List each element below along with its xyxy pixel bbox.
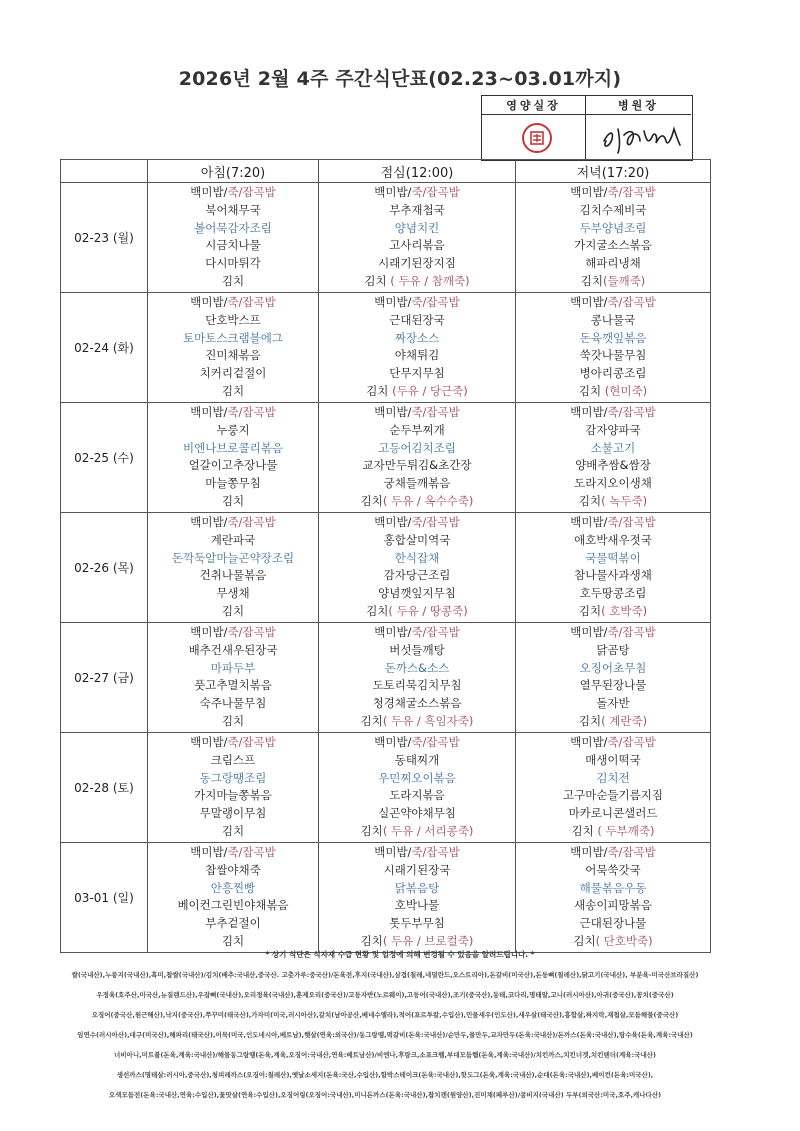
menu-item [319,550,515,568]
menu-item-text: 김치 [364,273,391,288]
origin-info [60,965,710,1105]
menu-item-text: 백미밥/ [190,295,228,309]
approval-label-nutritionist: 영양실장 [482,96,586,115]
menu-item: 무생채 [216,586,250,601]
breakfast-cell [148,513,319,623]
menu-item-highlight: 죽/잡곡밥 [411,185,460,199]
date-header [61,160,148,183]
menu-item-text: 김치 [580,273,603,288]
menu-item [148,440,318,458]
menu-item-highlight: ( 두유 / 참깨죽) [390,273,470,288]
menu-item [319,713,515,731]
menu-item-text: 김치 [360,713,383,728]
menu-item [148,550,318,568]
menu-item [516,770,710,788]
menu-item: 계란파국 [210,532,256,547]
menu-item-highlight: 닭볶음탕 [394,880,440,895]
menu-item: 부추재첩국 [389,202,445,217]
menu-item [148,770,318,788]
breakfast-cell [148,403,319,513]
menu-item: 매생이떡국 [585,752,641,767]
menu-item-highlight: 볼어묵감자조림 [194,220,272,235]
menu-item [516,660,710,678]
menu-item: 톳두부무침 [389,916,445,931]
menu-item [319,880,515,898]
origin-line: 우정육(호주산,미국산,뉴질랜드산),우잡뼈(국내산),오리정육(국내산),훈제오리(중국산)/고등자반(노르웨이),고등어(국내산),조기(중국산),동태,코다리,명태알,고니(러시아산),아귀(중국산),꽁치(중국산) [96,991,674,999]
menu-item: 병아리콩조림 [579,366,647,381]
menu-item-highlight: ( 두유 / 옥수수죽) [382,493,474,508]
menu-item-highlight: ( 호박죽) [601,603,648,618]
dinner-cell [516,623,711,733]
menu-item [319,220,515,238]
menu-item-text: 백미밥/ [570,515,608,529]
menu-item-highlight: 소불고기 [590,440,636,455]
menu-item-highlight: 양념치킨 [394,220,440,235]
menu-item: 김치 [221,383,245,398]
dinner-cell [516,843,711,953]
menu-item: 궁채들깨볶음 [383,476,451,491]
menu-item-highlight: 돈깍둑알마늘곤약장조림 [171,550,295,565]
menu-item: 시금치나물 [205,238,261,253]
menu-item-text: 김치 [571,823,598,838]
menu-item-text: 백미밥/ [570,845,608,859]
menu-item [516,383,710,401]
menu-item-text: 백미밥/ [190,185,228,199]
menu-item [516,514,710,532]
menu-item-highlight: ( 녹두죽) [601,493,648,508]
day-date: 03-01 (일) [61,843,148,953]
dinner-cell [516,183,711,293]
menu-item: 도라지볶음 [389,788,445,803]
menu-item: 김치 [221,493,245,508]
menu-item [516,404,710,422]
menu-item-highlight: 죽/잡곡밥 [227,735,276,749]
menu-item: 닭곰탕 [596,642,630,657]
menu-item [148,294,318,312]
menu-item [148,880,318,898]
menu-item: 실곤약야채무침 [378,806,456,821]
menu-item: 양배추쌈&쌈장 [575,458,651,473]
day-date: 02-27 (금) [61,623,148,733]
menu-item: 호두땅콩조림 [579,586,647,601]
menu-item-highlight: 마파두부 [210,660,256,675]
menu-item-text: 김치 [360,493,383,508]
dinner-cell [516,293,711,403]
menu-item-text: 백미밥/ [570,405,608,419]
menu-item [319,184,515,202]
menu-item-highlight: ( 두유 / 흑임자죽) [382,713,474,728]
menu-item-highlight: 죽/잡곡밥 [227,515,276,529]
menu-item [319,624,515,642]
menu-item: 홍합살미역국 [383,532,451,547]
menu-item-text: 백미밥/ [570,185,608,199]
origin-line: 오징어(중국산,원근해산),낙지(중국산),쭈꾸미(태국산),가자미(미국,러시아산),갈치(남아공산,베네수엘라),적어(포르투칼,수입산),민물새우(인도산),새우살(태국산),흥합살,짜지락,재첩살,모듬해물(중국산) [91,1011,679,1019]
menu-item [319,404,515,422]
menu-item-text: 백미밥/ [374,405,412,419]
menu-item [516,713,710,731]
menu-item-highlight: 안흥찐빵 [210,880,256,895]
menu-item [148,220,318,238]
day-row [61,403,711,513]
menu-item-text: 김치 [366,603,389,618]
breakfast-cell [148,623,319,733]
day-row [61,293,711,403]
menu-item [148,624,318,642]
menu-item-highlight: 죽/잡곡밥 [607,515,656,529]
menu-item-highlight: 죽/잡곡밥 [411,515,460,529]
menu-item-highlight: ( 두유 / 땅콩죽) [388,603,468,618]
menu-item-text: 백미밥/ [190,625,228,639]
menu-item-highlight: 우민찌오이볶음 [378,770,456,785]
menu-item-highlight: 죽/잡곡밥 [607,295,656,309]
menu-item-highlight: 죽/잡곡밥 [607,625,656,639]
menu-item: 콩나물국 [590,312,636,327]
menu-item: 무말랭이무침 [199,806,267,821]
menu-item: 숙주나물무침 [199,696,267,711]
menu-header-row [61,160,711,183]
menu-item: 고사리볶음 [389,238,445,253]
menu-item: 시래기된장국 [383,862,451,877]
menu-item: 고구마순들기름지짐 [563,788,663,803]
menu-item-highlight: 죽/잡곡밥 [227,625,276,639]
menu-item-text: 백미밥/ [190,405,228,419]
menu-item: 청경채굴소스볶음 [372,696,462,711]
menu-item [319,383,515,401]
menu-item-text: 백미밥/ [190,515,228,529]
menu-item [319,294,515,312]
menu-item: 부추겉절이 [205,916,261,931]
menu-item: 김치수제비국 [579,202,647,217]
menu-item [319,514,515,532]
menu-item-highlight: 죽/잡곡밥 [411,735,460,749]
menu-item [516,624,710,642]
menu-item-highlight: 죽/잡곡밥 [411,845,460,859]
menu-item: 순두부찌개 [389,422,445,437]
day-row [61,843,711,953]
menu-item-highlight: 동그랑땡조림 [199,770,267,785]
menu-item: 애호박새우젓국 [574,532,652,547]
menu-item [148,844,318,862]
menu-item: 마늘쫑무침 [205,476,261,491]
menu-item [148,514,318,532]
origin-line: 오색모듬전(돈육:국내산,연육:수입산),꽃맛살(연육:수입산),오징어링(오징어:국내산),미니돈까스(돈육:국내산),찹치캔(원양산),진미채(페루산)/콩비지(국내산) 두부(외국산:미국,호주,캐나다산) [108,1091,662,1099]
menu-item: 도라지오이생채 [574,476,652,491]
menu-item-highlight: (현미죽) [604,383,648,398]
menu-item [516,550,710,568]
day-date: 02-25 (수) [61,403,148,513]
breakfast-cell [148,183,319,293]
signature-icon [590,115,695,159]
menu-item-highlight: (들깨죽) [602,273,646,288]
menu-item [516,603,710,621]
menu-item: 새송이피망볶음 [574,898,652,913]
director-signature-cell [586,115,691,159]
menu-item: 북어채무국 [205,202,261,217]
menu-item-text: 김치 [578,493,602,508]
menu-item: 김치 [221,933,245,948]
menu-item [319,493,515,511]
lunch-cell [319,843,516,953]
menu-item [148,660,318,678]
menu-item-text: 백미밥/ [570,625,608,639]
day-row [61,513,711,623]
menu-item: 단무지무침 [389,366,445,381]
menu-item-text: 김치 [360,823,383,838]
menu-item: 교자만두튀김&초간장 [362,458,472,473]
menu-item-highlight: ( 두유 / 서리콩죽) [382,823,474,838]
menu-item: 김치 [221,823,245,838]
menu-item-highlight: 죽/잡곡밥 [227,845,276,859]
menu-item [148,734,318,752]
menu-item-highlight: ( 계란죽) [601,713,648,728]
menu-item: 김치 [221,713,245,728]
menu-item-text: 김치 [366,383,393,398]
lunch-cell [319,623,516,733]
menu-item: 풋고추멸치볶음 [194,678,272,693]
menu-item: 참나물사과생채 [574,568,652,583]
menu-item [319,273,515,291]
menu-item: 버섯들깨탕 [389,642,445,657]
menu-item [516,184,710,202]
menu-item-text: 김치 [360,933,383,948]
menu-item [516,294,710,312]
menu-item: 근대된장국 [389,312,445,327]
dinner-cell [516,513,711,623]
menu-item-highlight: 돈까스&소스 [384,660,450,675]
menu-item-text: 김치 [578,383,605,398]
menu-item: 마카로니콘샐러드 [568,806,658,821]
menu-item: 찹쌀야채죽 [205,862,261,877]
menu-item: 동태찌개 [394,752,440,767]
menu-item: 양념깻잎지무침 [378,586,456,601]
menu-item [148,184,318,202]
menu-item: 진미채볶음 [205,348,261,363]
menu-item: 시래기된장지짐 [378,256,456,271]
lunch-cell [319,513,516,623]
menu-item: 배추건새우된장국 [188,642,278,657]
menu-item-text: 백미밥/ [570,295,608,309]
menu-item-highlight: 오징어초무침 [579,660,647,675]
menu-item: 어묵쑥갓국 [585,862,641,877]
day-date: 02-23 (월) [61,183,148,293]
menu-item-highlight: 죽/잡곡밥 [411,625,460,639]
breakfast-cell [148,293,319,403]
lunch-cell [319,183,516,293]
nutritionist-stamp-cell [482,115,586,159]
menu-item-highlight: 비엔나브로콜리볶음 [183,440,283,455]
menu-item-highlight: 죽/잡곡밥 [411,295,460,309]
menu-item-text: 백미밥/ [190,845,228,859]
menu-item [516,220,710,238]
menu-item-highlight: 토마토스크램블에그 [183,330,283,345]
day-date: 02-28 (토) [61,733,148,843]
lunch-cell [319,293,516,403]
menu-item-text: 김치 [578,713,602,728]
menu-item-text: 백미밥/ [374,515,412,529]
menu-item [516,440,710,458]
approval-box [481,95,693,161]
menu-item-text: 백미밥/ [190,735,228,749]
menu-item-text: 김치 [578,603,602,618]
menu-item [516,880,710,898]
day-row [61,183,711,293]
menu-item: 야채튀김 [394,348,440,363]
menu-item: 건취나물볶음 [199,568,267,583]
lunch-cell [319,403,516,513]
menu-item: 김치 [221,603,245,618]
menu-item-highlight: 죽/잡곡밥 [411,405,460,419]
origin-line: 생선까스(명태살:러시아,중국산),청피레까스(오징어:칠레산),옛날소세지(돈육:국산,수입산),함박스테이크(돈육:국내산),핫도그(돈육,계육:국내산),순대(돈육:국내산),베이컨(돈육:미국산), [116,1071,654,1079]
origin-line: 임연수(러시아산),대구(미국산),해파리(태국산),어묵(미국,인도네시아,베트남),햇살(연육:외국산)/동그랑땡,떡갈비(돈육:국내산)/순만두,물만두,교자만두(돈육:국내산)/돈까스(돈육:국내산),탕수육(돈육,계육:국내산) [77,1031,693,1039]
menu-item: 크림스프 [210,752,256,767]
menu-item: 단호박스프 [205,312,261,327]
menu-item [319,440,515,458]
menu-item: 돌자반 [596,696,630,711]
day-row [61,733,711,843]
seal-stamp-icon [522,123,552,153]
menu-item: 감자당근조림 [383,568,451,583]
menu-item-highlight: 죽/잡곡밥 [227,405,276,419]
menu-item-highlight: 죽/잡곡밥 [607,405,656,419]
page-title: 2026년 2월 4주 주간식단표(02.23~03.01까지) [178,68,622,90]
origin-line: 너비아니,미트볼(돈육,계육:국내산)/해물동그랑땡(돈육,계육,오징어:국내산,연육:베트남산)/비엔나,후랑크,소포크펠,부대모듬햄(돈육,계육:국내산)/치킨까스,치킨너겟,치킨텐더(계육:국내산) [114,1051,656,1059]
menu-item [319,770,515,788]
menu-item-highlight: 죽/잡곡밥 [607,845,656,859]
menu-item: 얼갈이고추장나물 [188,458,278,473]
menu-item-highlight: 한식잡채 [394,550,440,565]
menu-item [148,404,318,422]
menu-item [319,844,515,862]
menu-item-highlight: ( 두유 / 브로컬죽) [382,933,474,948]
menu-item-text: 김치 [573,933,596,948]
menu-item-text: 백미밥/ [374,295,412,309]
menu-item-text: 백미밥/ [374,625,412,639]
menu-item [319,660,515,678]
dinner-cell [516,733,711,843]
menu-item: 다시마튀각 [205,256,261,271]
day-date: 02-26 (목) [61,513,148,623]
origin-line: 쌀(국내산),누룽지(국내산),흑미,찹쌀(국내산)/김치(배추:국내산,중국산. 고춧가루:중국산)/돈육전,후지(국내산),삼겹(칠레,네덜란드,오스트리아),돈갈비(미국산),돈등뼈(칠레산),닭고기(국내산), 부분육-미국산브라질산) [71,971,699,979]
day-row [61,623,711,733]
menu-item [516,330,710,348]
lunch-cell [319,733,516,843]
menu-item [319,603,515,621]
breakfast-cell [148,843,319,953]
menu-item [148,330,318,348]
menu-item: 가지마늘쫑볶음 [194,788,272,803]
menu-item-highlight: 죽/잡곡밥 [227,295,276,309]
menu-item-highlight: 해물볶음우동 [579,880,647,895]
menu-item-highlight: 고등어김치조림 [378,440,456,455]
menu-item-text: 백미밥/ [374,735,412,749]
menu-item: 치커리겉절이 [199,366,267,381]
menu-item-text: 백미밥/ [374,845,412,859]
menu-item-highlight: 짜장소스 [394,330,440,345]
breakfast-header: 아침(7:20) [148,160,319,183]
day-date: 02-24 (화) [61,293,148,403]
menu-item [319,330,515,348]
menu-item-highlight: 두부양념조림 [579,220,647,235]
menu-item-text: 백미밥/ [374,185,412,199]
menu-item: 도토리묵김치무침 [372,678,462,693]
menu-item-highlight: 죽/잡곡밥 [607,185,656,199]
menu-item: 호박나물 [394,898,440,913]
menu-item-highlight: 돈육깻잎볶음 [579,330,647,345]
dinner-header: 저녁(17:20) [516,160,711,183]
menu-item-highlight: 김치전 [596,770,630,785]
change-notice: * 상기 식단은 식자재 수급 현황 및 일정에 의해 변경될 수 있음을 알려드립니다. * [265,950,535,959]
menu-item [516,734,710,752]
menu-item: 해파리냉채 [585,256,641,271]
menu-item-highlight: 죽/잡곡밥 [607,735,656,749]
menu-item: 감자양파국 [585,422,641,437]
weekly-menu-table [60,159,711,953]
menu-item-highlight: ( 단호박죽) [595,933,653,948]
menu-item: 누룽지 [216,422,250,437]
menu-item [516,273,710,291]
menu-item-highlight: ( 두부깨죽) [597,823,655,838]
menu-item-highlight: 죽/잡곡밥 [227,185,276,199]
menu-item: 쑥갓나물무침 [579,348,647,363]
menu-item: 근대된장나물 [579,916,647,931]
menu-item-highlight: (두유 / 당근죽) [392,383,468,398]
menu-item [516,493,710,511]
menu-item: 열무된장나물 [579,678,647,693]
breakfast-cell [148,733,319,843]
menu-item: 김치 [221,273,245,288]
dinner-cell [516,403,711,513]
lunch-header: 점심(12:00) [319,160,516,183]
menu-item: 베이컨그린빈야채볶음 [177,898,289,913]
menu-item: 가지굴소스볶음 [574,238,652,253]
approval-label-director: 병원장 [586,96,691,115]
menu-item [516,844,710,862]
menu-item-highlight: 국물떡볶이 [585,550,641,565]
menu-item [319,823,515,841]
menu-item-text: 백미밥/ [570,735,608,749]
menu-item [516,823,710,841]
menu-item [319,734,515,752]
